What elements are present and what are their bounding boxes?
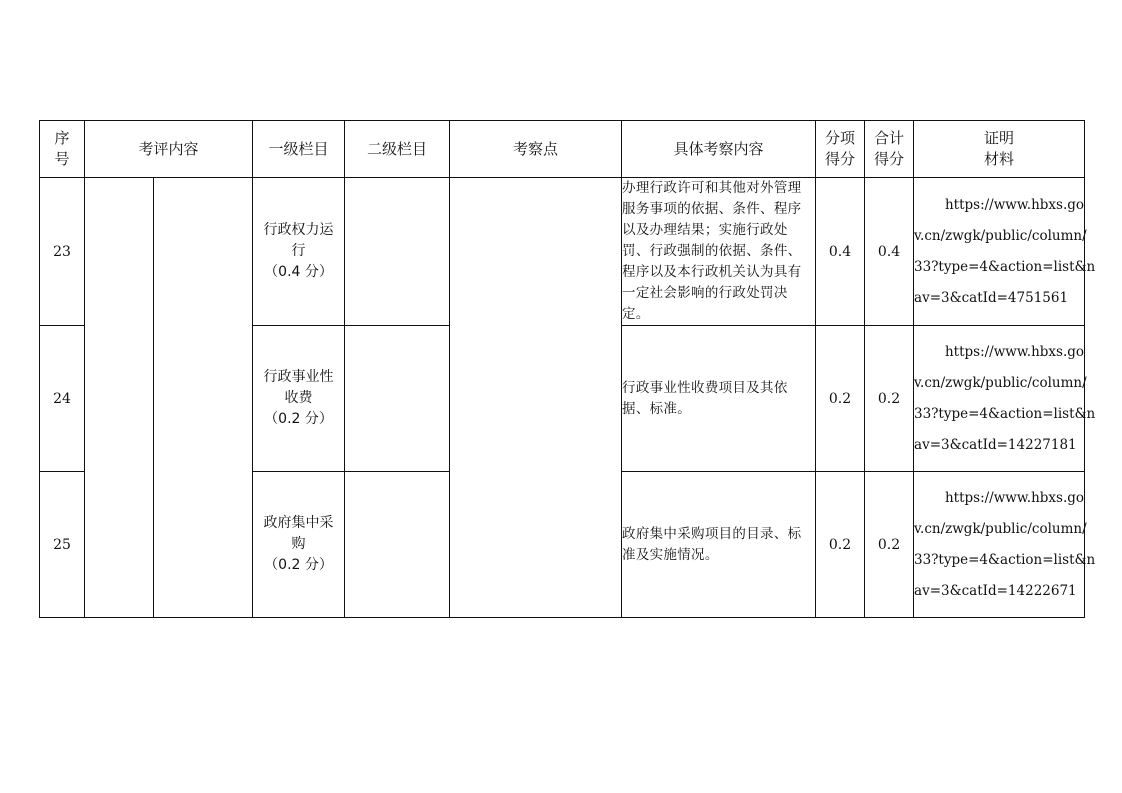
header-level1: 一级栏目 bbox=[253, 121, 345, 178]
content-cell-a bbox=[85, 178, 154, 618]
row-evidence-link[interactable]: https://www.hbxs.go v.cn/zwgk/public/column/ 33?type=4&action=list&n av=3&catId=14227181 bbox=[914, 326, 1085, 472]
row-seq: 24 bbox=[40, 326, 85, 472]
row-item-score: 0.2 bbox=[816, 326, 865, 472]
header-seq: 序 号 bbox=[40, 121, 85, 178]
row-detail: 政府集中采购项目的目录、标准及实施情况。 bbox=[622, 472, 816, 618]
header-point: 考察点 bbox=[450, 121, 622, 178]
row-total-score: 0.2 bbox=[865, 326, 914, 472]
row-level2 bbox=[345, 326, 450, 472]
content-cell-b bbox=[154, 178, 253, 618]
header-evidence: 证明 材料 bbox=[914, 121, 1085, 178]
header-row bbox=[40, 121, 1085, 178]
point-cell bbox=[450, 178, 622, 618]
row-evidence-link[interactable]: https://www.hbxs.go v.cn/zwgk/public/column/ 33?type=4&action=list&n av=3&catId=4751561 bbox=[914, 178, 1085, 326]
table-row bbox=[40, 178, 1085, 326]
row-detail: 办理行政许可和其他对外管理服务事项的依据、条件、程序以及办理结果；实施行政处罚、行政强制的依据、条件、程序以及本行政机关认为具有一定社会影响的行政处罚决定。 bbox=[622, 178, 816, 326]
row-total-score: 0.2 bbox=[865, 472, 914, 618]
row-seq: 25 bbox=[40, 472, 85, 618]
assessment-table bbox=[39, 120, 1096, 618]
row-level1: 行政事业性 收费 （0.2 分） bbox=[253, 326, 345, 472]
row-item-score: 0.4 bbox=[816, 178, 865, 326]
row-level2 bbox=[345, 472, 450, 618]
header-item-score: 分项 得分 bbox=[816, 121, 865, 178]
header-content: 考评内容 bbox=[85, 121, 253, 178]
row-evidence-link[interactable]: https://www.hbxs.go v.cn/zwgk/public/column/ 33?type=4&action=list&n av=3&catId=14222671 bbox=[914, 472, 1085, 618]
row-detail: 行政事业性收费项目及其依据、标准。 bbox=[622, 326, 816, 472]
header-level2: 二级栏目 bbox=[345, 121, 450, 178]
row-seq: 23 bbox=[40, 178, 85, 326]
row-level1: 行政权力运 行 （0.4 分） bbox=[253, 178, 345, 326]
header-total-score: 合计 得分 bbox=[865, 121, 914, 178]
header-detail: 具体考察内容 bbox=[622, 121, 816, 178]
row-total-score: 0.4 bbox=[865, 178, 914, 326]
row-level1: 政府集中采 购 （0.2 分） bbox=[253, 472, 345, 618]
row-level2 bbox=[345, 178, 450, 326]
row-item-score: 0.2 bbox=[816, 472, 865, 618]
